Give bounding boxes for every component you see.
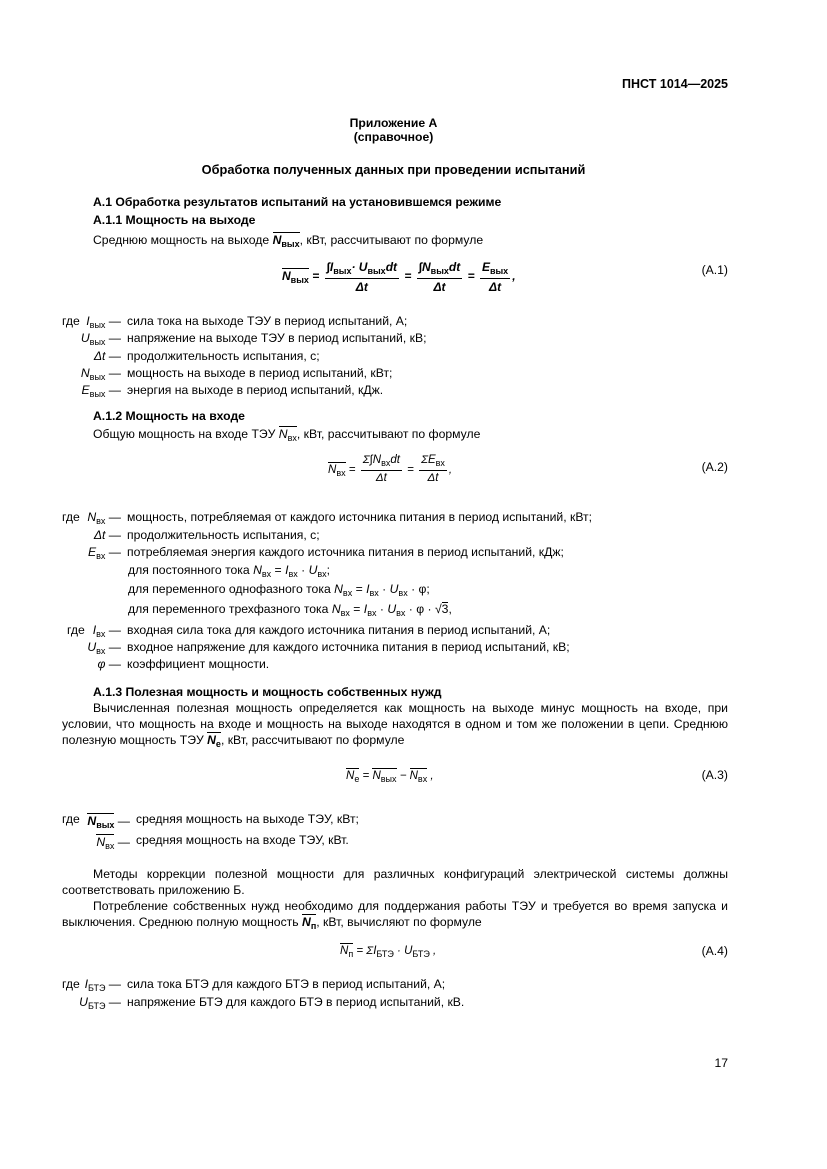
a12-intro-end: , кВт, рассчитывают по формуле xyxy=(296,427,481,441)
legend-symbol-letter: E xyxy=(88,545,97,559)
legend-description: средняя мощность на входе ТЭУ, кВт. xyxy=(136,833,349,847)
legend-dash: — xyxy=(105,349,121,363)
case-3ph: для переменного трехфазного тока $N_{вх} = I_{вх} \cdot U_{вх} \cdot \varphi \cdot √3$, xyxy=(128,602,452,618)
formula-a3-number: (А.3) xyxy=(701,768,728,782)
legend-dash: — xyxy=(105,977,121,991)
legend-dash: — xyxy=(105,510,121,524)
doc-code: ПНСТ 1014—2025 xyxy=(622,77,728,91)
legend-description: продолжительность испытания, с; xyxy=(127,349,320,363)
a13-p1-end: , кВт, рассчитывают по формуле xyxy=(220,733,405,747)
symbol-n-p: $N_п$ xyxy=(302,915,317,931)
legend-symbol-letter: I xyxy=(86,314,90,328)
legend-symbol xyxy=(31,529,121,544)
legend-dash: — xyxy=(105,314,121,328)
case-3ph-label: для переменного трехфазного тока xyxy=(128,602,332,616)
case-1ph: для переменного однофазного тока $N_{вх} = I_{вх} \cdot U_{вх} \cdot \varphi$; xyxy=(128,582,430,598)
legend-dash: — xyxy=(105,383,121,397)
legend-symbol xyxy=(31,315,121,330)
a11-intro-end: , кВт, рассчитывают по формуле xyxy=(299,233,484,247)
legend-symbol-letter: N xyxy=(80,366,90,380)
legend-description: мощность, потребляемая от каждого источника питания в период испытаний, кВт; xyxy=(127,510,593,524)
legend-description: входная сила тока для каждого источника питания в период испытаний, А; xyxy=(127,623,551,637)
legend-description: энергия на выходе в период испытаний, кДж. xyxy=(127,383,384,397)
f3-lhs: $N_е$ xyxy=(346,770,360,784)
legend-symbol-letter: N xyxy=(96,835,106,849)
legend-dash: — xyxy=(105,331,121,345)
case-1ph-label: для переменного однофазного тока xyxy=(128,582,335,596)
a11-intro xyxy=(93,232,483,249)
legend-symbol xyxy=(40,813,130,830)
legend-dash: — xyxy=(105,640,121,654)
legend-symbol-letter: I xyxy=(92,623,97,637)
formula-a1-number: (А.1) xyxy=(701,263,728,277)
a13-paragraph-2 xyxy=(62,866,728,898)
symbol-n-out-avg: $N_{вых}$ xyxy=(272,233,300,249)
legend-dash: — xyxy=(114,835,130,849)
legend-symbol-letter: Δt xyxy=(93,349,106,363)
formula-a4-number: (А.4) xyxy=(701,944,728,958)
legend-symbol-subscript: вых xyxy=(96,820,115,830)
legend-symbol-letter: U xyxy=(80,331,90,345)
legend-description: сила тока БТЭ для каждого БТЭ в период испытаний, А; xyxy=(127,977,446,991)
f4-lhs: $N_п$ xyxy=(340,945,354,959)
legend-symbol-subscript: БТЭ xyxy=(87,983,106,993)
section-a13-title: А.1.3 Полезная мощность и мощность собственных нужд xyxy=(93,685,442,699)
f3-n-in: $N_{вх}$ xyxy=(409,770,428,784)
symbol-n-in-avg: $N_{вх}$ xyxy=(278,427,297,443)
appendix-title: Приложение А xyxy=(349,116,438,130)
a13-p3-end: , кВт, вычисляют по формуле xyxy=(316,915,482,929)
where-label: где xyxy=(62,314,80,328)
legend-symbol xyxy=(40,834,130,851)
formula-a2: $N_{вх}$ = $\frac{\Sigma\int N_{вх}dt}{\Delta t}$ = $\frac{\Sigma E_{вх}}{\Delta t}$ , xyxy=(328,454,453,484)
a13-paragraph-3 xyxy=(62,898,728,931)
legend-symbol-subscript: вх xyxy=(105,841,115,851)
legend-symbol-subscript: вых xyxy=(89,372,106,382)
a13-p2-text: Методы коррекции полезной мощности для различных конфигураций электрической системы должны соответствовать приложению Б. xyxy=(62,867,728,897)
main-title: Обработка полученных данных при проведении испытаний xyxy=(201,162,586,177)
f1-lhs: $N_{вых}$ xyxy=(282,269,309,286)
legend-description: мощность на выходе в период испытаний, кВт; xyxy=(127,366,393,380)
legend-dash: — xyxy=(105,366,121,380)
where-label-2b: где xyxy=(67,623,85,637)
legend-dash: — xyxy=(105,545,121,559)
legend-symbol-letter: N xyxy=(87,510,97,524)
legend-symbol-letter: I xyxy=(84,977,88,991)
f1-frac3: $\frac{E_{вых}}{\Delta t}$ xyxy=(481,260,509,294)
legend-symbol xyxy=(31,511,121,526)
a13-p1-text: Вычисленная полезная мощность определяется как мощность на выходе минус мощность на входе, при условии, что мощность на входе и мощность на выходе находятся в одном и том же положении в цепи. Среднюю полезную мощность ТЭУ xyxy=(62,701,728,747)
a13-paragraph-1 xyxy=(62,700,728,749)
where-label-2: где xyxy=(62,510,80,524)
legend-description: входное напряжение для каждого источника питания в период испытаний, кВ; xyxy=(127,640,570,654)
legend-symbol-letter: U xyxy=(87,640,97,654)
legend-description: напряжение БТЭ для каждого БТЭ в период испытаний, кВ. xyxy=(127,995,465,1009)
legend-symbol-subscript: вых xyxy=(89,320,106,330)
legend-symbol xyxy=(31,350,121,365)
legend-symbol-subscript: вх xyxy=(96,646,106,656)
legend-symbol xyxy=(31,332,121,347)
symbol-n-e: $N_е$ xyxy=(207,733,221,749)
formula-a2-number: (А.2) xyxy=(701,460,728,474)
section-a1-title: А.1 Обработка результатов испытаний на установившемся режиме xyxy=(93,195,502,209)
formula-a4: $N_п = \Sigma I_{БТЭ} \cdot U_{БТЭ}$ , xyxy=(340,945,437,959)
case-dc-label: для постоянного тока xyxy=(128,563,254,577)
legend-symbol-letter: φ xyxy=(97,657,106,671)
legend-symbol-subscript: вых xyxy=(89,337,106,347)
a12-intro xyxy=(93,426,480,443)
legend-dash: — xyxy=(105,528,121,542)
legend-symbol xyxy=(31,641,121,656)
f1-frac1: $\frac{\int I_{вых}\cdot U_{вых}dt}{\Delta t}$ xyxy=(326,260,398,294)
legend-description: коэффициент мощности. xyxy=(127,657,270,671)
formula-a3: $N_е = N_{вых} - N_{вх}$ , xyxy=(346,770,434,784)
case-dc: для постоянного тока $N_{вх} = I_{вх} \cdot U_{вх}$; xyxy=(128,563,331,579)
legend-symbol xyxy=(31,658,121,673)
legend-dash: — xyxy=(105,995,121,1009)
legend-symbol xyxy=(31,367,121,382)
legend-symbol-subscript: вх xyxy=(96,551,106,561)
legend-symbol xyxy=(31,384,121,399)
appendix-subtitle: (справочное) xyxy=(353,130,434,144)
legend-dash: — xyxy=(105,657,121,671)
where-label-4: где xyxy=(62,977,80,991)
legend-symbol-letter: Δt xyxy=(93,528,106,542)
formula-a1: $N_{вых}$ = $\frac{\int I_{вых}\cdot U_{вых}dt}{\Delta t}$ = $\frac{\int N_{вых}dt}{\Delta t}$ = $\frac{E_{вых}}{\Delta t}$ , xyxy=(282,260,516,294)
legend-symbol-subscript: вх xyxy=(96,629,106,639)
section-a11-title: А.1.1 Мощность на выходе xyxy=(93,213,256,227)
a12-intro-start: Общую мощность на входе ТЭУ xyxy=(93,427,279,441)
page-number: 17 xyxy=(714,1056,728,1070)
legend-symbol xyxy=(31,996,121,1011)
where-label-3: где xyxy=(62,812,80,826)
legend-description: продолжительность испытания, с; xyxy=(127,528,320,542)
legend-description: сила тока на выходе ТЭУ в период испытаний, А; xyxy=(127,314,408,328)
f2-frac1: $\frac{\Sigma\int N_{вх}dt}{\Delta t}$ xyxy=(362,454,400,484)
legend-symbol-letter: U xyxy=(79,995,88,1009)
legend-description: средняя мощность на выходе ТЭУ, кВт; xyxy=(136,812,359,826)
f2-lhs: $N_{вх}$ xyxy=(328,463,346,478)
legend-description: напряжение на выходе ТЭУ в период испытаний, кВ; xyxy=(127,331,427,345)
f1-frac2: $\frac{\int N_{вых}dt}{\Delta t}$ xyxy=(418,260,461,294)
f3-n-out: $N_{вых}$ xyxy=(372,770,397,784)
section-a12-title: А.1.2 Мощность на входе xyxy=(93,409,245,423)
legend-symbol-letter: N xyxy=(87,814,97,828)
a11-intro-start: Среднюю мощность на выходе xyxy=(93,233,273,247)
legend-symbol-subscript: вых xyxy=(89,389,106,399)
legend-description: потребляемая энергия каждого источника питания в период испытаний, кДж; xyxy=(127,545,564,559)
legend-symbol-subscript: БТЭ xyxy=(87,1001,106,1011)
legend-symbol xyxy=(31,546,121,561)
a13-p3-text: Потребление собственных нужд необходимо для поддержания работы ТЭУ и требуется во время запуска и выключения. Среднюю полную мощность xyxy=(62,899,728,929)
legend-dash: — xyxy=(105,623,121,637)
legend-symbol-subscript: вх xyxy=(96,516,106,526)
legend-dash: — xyxy=(114,814,130,828)
legend-symbol-letter: E xyxy=(81,383,90,397)
legend-symbol xyxy=(31,978,121,993)
f2-frac2: $\frac{\Sigma E_{вх}}{\Delta t}$ xyxy=(421,454,445,484)
